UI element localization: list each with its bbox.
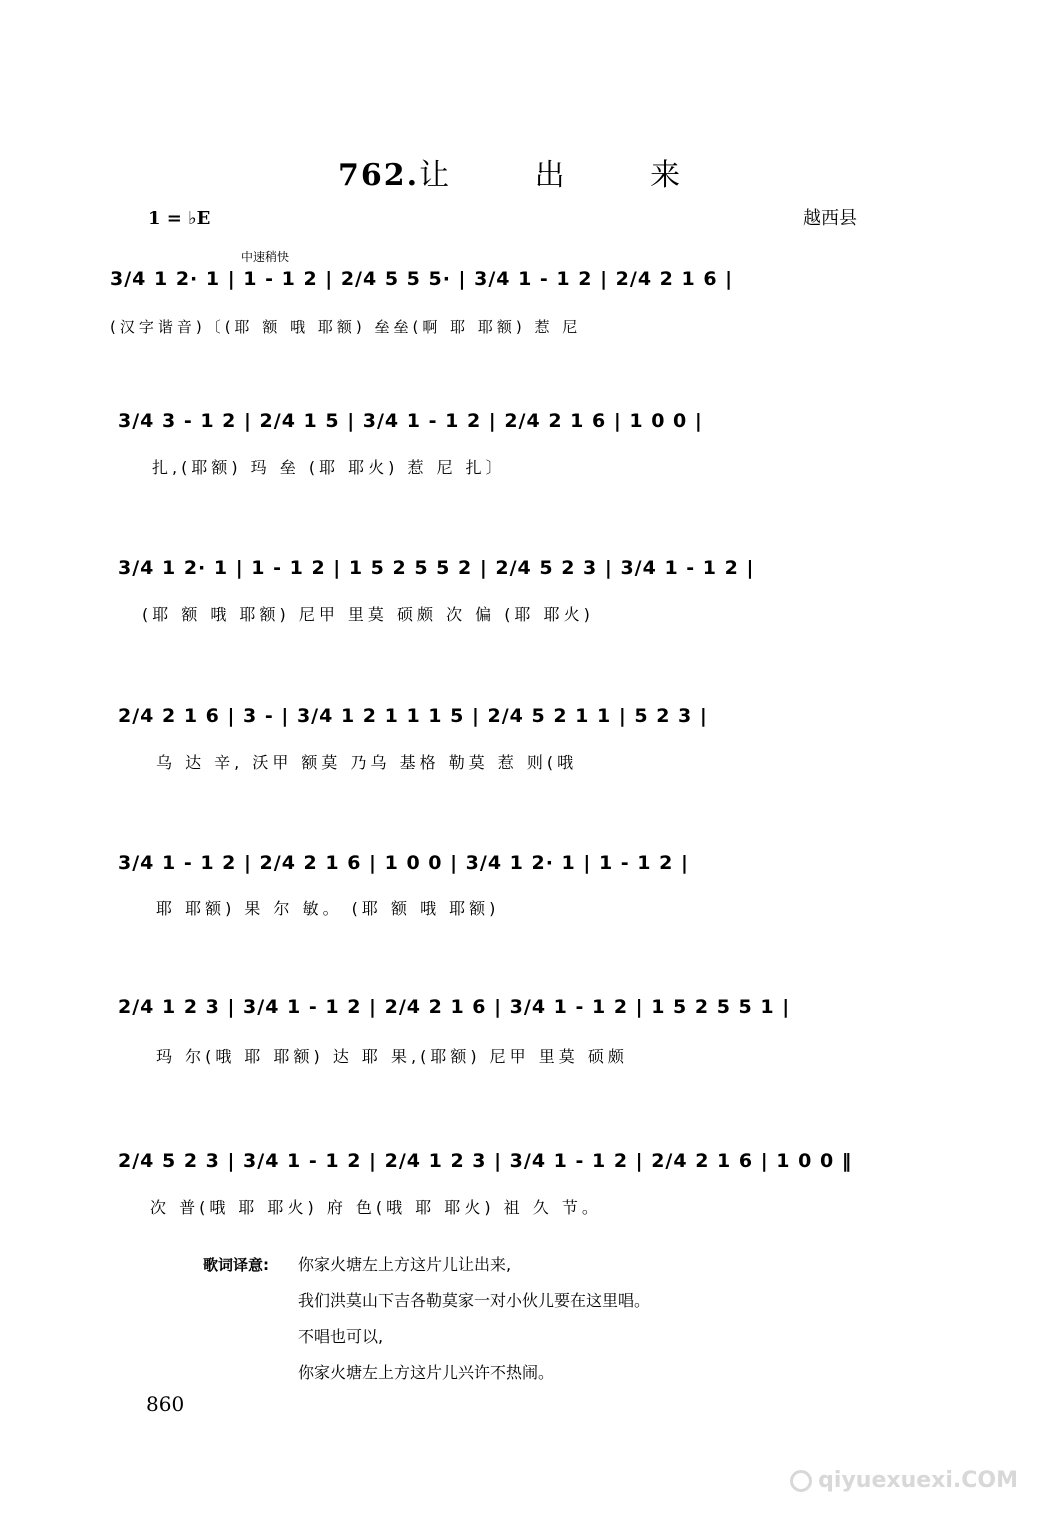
score-line-2-lyrics: 扎,(耶额) 玛 垒 (耶 耶火) 惹 尼 扎〕 (152, 458, 506, 477)
score-line-7-notes: 2/4 5 2 3 | 3/4 1 - 1 2 | 2/4 1 2 3 | 3/4 1 - 1 2 | 2/4 2 1 6 | 1 0 0 ‖ (118, 1150, 853, 1172)
watermark (790, 1468, 1018, 1493)
song-title (338, 150, 718, 194)
score-line-5-notes: 3/4 1 - 1 2 | 2/4 2 1 6 | 1 0 0 | 3/4 1 2· 1 | 1 - 1 2 | (118, 852, 689, 874)
translation-line-1: 你家火塘左上方这片儿让出来, (298, 1255, 512, 1274)
score-line-3-notes: 3/4 1 2· 1 | 1 - 1 2 | 1 5 2 5 5 2 | 2/4 5 2 3 | 3/4 1 - 1 2 | (118, 557, 755, 579)
key-signature: 1 = ♭E (148, 208, 211, 229)
score-line-3-lyrics: (耶 额 哦 耶额) 尼甲 里莫 硕颇 次 偏 (耶 耶火) (142, 605, 594, 624)
score-line-2-notes: 3/4 3 - 1 2 | 2/4 1 5 | 3/4 1 - 1 2 | 2/4 2 1 6 | 1 0 0 | (118, 410, 703, 432)
score-line-4-notes: 2/4 2 1 6 | 3 - | 3/4 1 2 1 1 1 5 | 2/4 5 2 1 1 | 5 2 3 | (118, 705, 708, 727)
score-line-4-lyrics: 乌 达 辛, 沃甲 额莫 乃乌 基格 勒莫 惹 则(哦 (156, 753, 578, 772)
watermark-text: qiyuexuexi.COM (818, 1468, 1018, 1493)
score-line-6-lyrics: 玛 尔(哦 耶 耶额) 达 耶 果,(耶额) 尼甲 里莫 硕颇 (156, 1047, 628, 1066)
song-title-text: 让 出 来 (419, 158, 719, 193)
score-line-5-lyrics: 耶 耶额) 果 尔 敏。 (耶 额 哦 耶额) (156, 899, 500, 918)
score-line-1-lyrics: (汉字谐音)〔(耶 额 哦 耶额) 垒垒(啊 耶 耶额) 惹 尼 (110, 318, 582, 336)
translation-line-3: 不唱也可以, (298, 1327, 384, 1346)
translation-label: 歌词译意: (203, 1256, 269, 1274)
song-number: 762. (338, 158, 420, 193)
translation-line-2: 我们洪莫山下吉各勒莫家一对小伙儿要在这里唱。 (298, 1291, 651, 1310)
page-number: 860 (146, 1392, 185, 1416)
watermark-logo-icon (790, 1470, 812, 1492)
score-line-7-lyrics: 次 普(哦 耶 耶火) 府 色(哦 耶 耶火) 祖 久 节。 (150, 1198, 602, 1217)
score-line-1-notes: 3/4 1 2· 1 | 1 - 1 2 | 2/4 5 5 5· | 3/4 1 - 1 2 | 2/4 2 1 6 | (110, 268, 734, 290)
tempo-marking: 中速稍快 (241, 250, 290, 264)
score-line-6-notes: 2/4 1 2 3 | 3/4 1 - 1 2 | 2/4 2 1 6 | 3/4 1 - 1 2 | 1 5 2 5 5 1 | (118, 996, 791, 1018)
translation-line-4: 你家火塘左上方这片儿兴许不热闹。 (298, 1363, 555, 1382)
region-label: 越西县 (803, 208, 857, 229)
